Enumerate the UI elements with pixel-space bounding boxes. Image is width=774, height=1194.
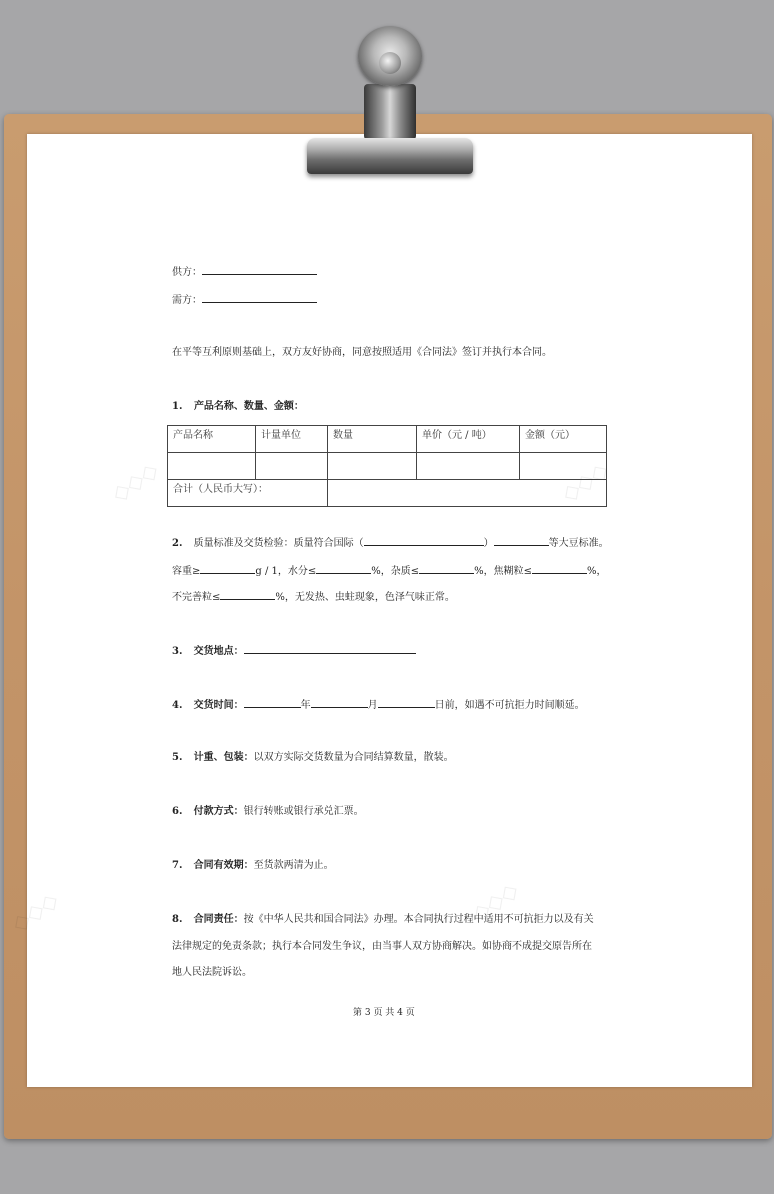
col-unit: 计量单位 bbox=[256, 426, 328, 453]
section-2-text: 不完善粒≤ bbox=[172, 592, 221, 603]
section-4-title: 交货时间： bbox=[193, 700, 244, 711]
section-4-text: 日前，如遇不可抗拒力时间顺延。 bbox=[434, 700, 585, 711]
section-4-text: 年 bbox=[300, 700, 311, 711]
section-2-text: 容重≥ bbox=[172, 566, 201, 577]
col-amount: 金额（元） bbox=[520, 426, 607, 453]
section-4-number: 4. bbox=[172, 700, 183, 711]
section-7-number: 7. bbox=[172, 860, 183, 871]
standard-blank[interactable] bbox=[364, 535, 484, 546]
section-2-text: %，杂质≤ bbox=[371, 566, 420, 577]
section-3 bbox=[172, 643, 416, 659]
table-cell[interactable] bbox=[168, 453, 256, 480]
section-6-text: 银行转账或银行承兑汇票。 bbox=[243, 806, 364, 817]
product-table bbox=[167, 425, 607, 507]
imperfect-grain-blank[interactable] bbox=[220, 589, 275, 600]
year-blank[interactable] bbox=[244, 697, 301, 708]
table-row bbox=[168, 453, 607, 480]
delivery-place-blank[interactable] bbox=[244, 643, 416, 654]
section-2-text: g / 1，水分≤ bbox=[255, 566, 317, 577]
table-cell[interactable] bbox=[417, 453, 520, 480]
section-8-line-3: 地人民法院诉讼。 bbox=[172, 967, 252, 978]
total-value-cell[interactable] bbox=[328, 480, 607, 507]
section-2-title: 质量标准及交货检验： bbox=[193, 538, 294, 549]
table-header-row bbox=[168, 426, 607, 453]
section-1-title: 产品名称、数量、金额： bbox=[193, 401, 304, 412]
section-2-text: %，无发热、虫蛀现象，色泽气味正常。 bbox=[275, 592, 455, 603]
section-4-text: 月 bbox=[367, 700, 378, 711]
table-cell[interactable] bbox=[520, 453, 607, 480]
section-8-line-1 bbox=[172, 913, 594, 927]
day-blank[interactable] bbox=[378, 697, 435, 708]
section-7-text: 至货款两清为止。 bbox=[253, 860, 334, 871]
table-total-row bbox=[168, 480, 607, 507]
section-2-line-1 bbox=[172, 535, 609, 551]
col-unit-price: 单价（元 / 吨） bbox=[417, 426, 520, 453]
section-6 bbox=[172, 805, 364, 819]
binder-clip-stem bbox=[364, 84, 416, 140]
buyer-blank[interactable] bbox=[202, 292, 317, 303]
section-3-number: 3. bbox=[172, 646, 183, 657]
bulk-density-blank[interactable] bbox=[200, 563, 255, 574]
section-5-text: 以双方实际交货数量为合同结算数量，散装。 bbox=[253, 752, 454, 763]
binder-clip-hole bbox=[379, 52, 401, 74]
section-7-title: 合同有效期： bbox=[193, 860, 254, 871]
section-1-number: 1. bbox=[172, 401, 183, 412]
month-blank[interactable] bbox=[311, 697, 368, 708]
section-5-number: 5. bbox=[172, 752, 183, 763]
watermark: ◇◇◇ bbox=[7, 887, 64, 938]
supplier-line bbox=[172, 264, 317, 280]
supplier-blank[interactable] bbox=[202, 264, 317, 275]
section-2-number: 2. bbox=[172, 538, 183, 549]
section-8-number: 8. bbox=[172, 914, 183, 925]
section-2-text: 质量符合国际（ bbox=[293, 538, 364, 549]
section-6-title: 付款方式： bbox=[193, 806, 244, 817]
section-4 bbox=[172, 697, 585, 713]
watermark: ◇◇◇ bbox=[467, 877, 524, 928]
section-8-line-2: 法律规定的免责条款；执行本合同发生争议，由当事人双方协商解决。如协商不成提交原告所在 bbox=[172, 941, 592, 952]
supplier-label: 供方： bbox=[172, 267, 202, 278]
buyer-label: 需方： bbox=[172, 295, 202, 306]
watermark: ◇◇◇ bbox=[557, 457, 614, 508]
section-2-text: %， bbox=[587, 566, 607, 577]
col-quantity: 数量 bbox=[328, 426, 417, 453]
preamble: 在平等互利原则基础上，双方友好协商，同意按照适用《合同法》签订并执行本合同。 bbox=[172, 347, 552, 358]
page-footer: 第 3 页 共 4 页 bbox=[353, 1008, 415, 1018]
burnt-grain-blank[interactable] bbox=[532, 563, 587, 574]
col-product-name: 产品名称 bbox=[168, 426, 256, 453]
table-cell[interactable] bbox=[328, 453, 417, 480]
section-2-text: ） bbox=[483, 538, 494, 549]
section-5-title: 计重、包装： bbox=[193, 752, 254, 763]
section-7 bbox=[172, 859, 334, 873]
impurity-blank[interactable] bbox=[419, 563, 474, 574]
section-2-line-3 bbox=[172, 589, 455, 605]
watermark: ◇◇◇ bbox=[107, 457, 164, 508]
table-cell[interactable] bbox=[256, 453, 328, 480]
section-1-heading bbox=[172, 400, 304, 414]
section-8-text: 按《中华人民共和国合同法》办理。本合同执行过程中适用不可抗拒力以及有关 bbox=[243, 914, 594, 925]
section-2-text: 等大豆标准。 bbox=[548, 538, 609, 549]
binder-clip-plate bbox=[307, 138, 473, 174]
section-2-line-2 bbox=[172, 563, 607, 579]
buyer-line bbox=[172, 292, 317, 308]
section-8-title: 合同责任： bbox=[193, 914, 244, 925]
total-label: 合计（人民币大写）： bbox=[168, 480, 328, 507]
section-2-text: %，焦糊粒≤ bbox=[474, 566, 533, 577]
grade-blank[interactable] bbox=[494, 535, 549, 546]
section-6-number: 6. bbox=[172, 806, 183, 817]
moisture-blank[interactable] bbox=[316, 563, 371, 574]
section-3-title: 交货地点： bbox=[193, 646, 244, 657]
section-5 bbox=[172, 751, 454, 765]
